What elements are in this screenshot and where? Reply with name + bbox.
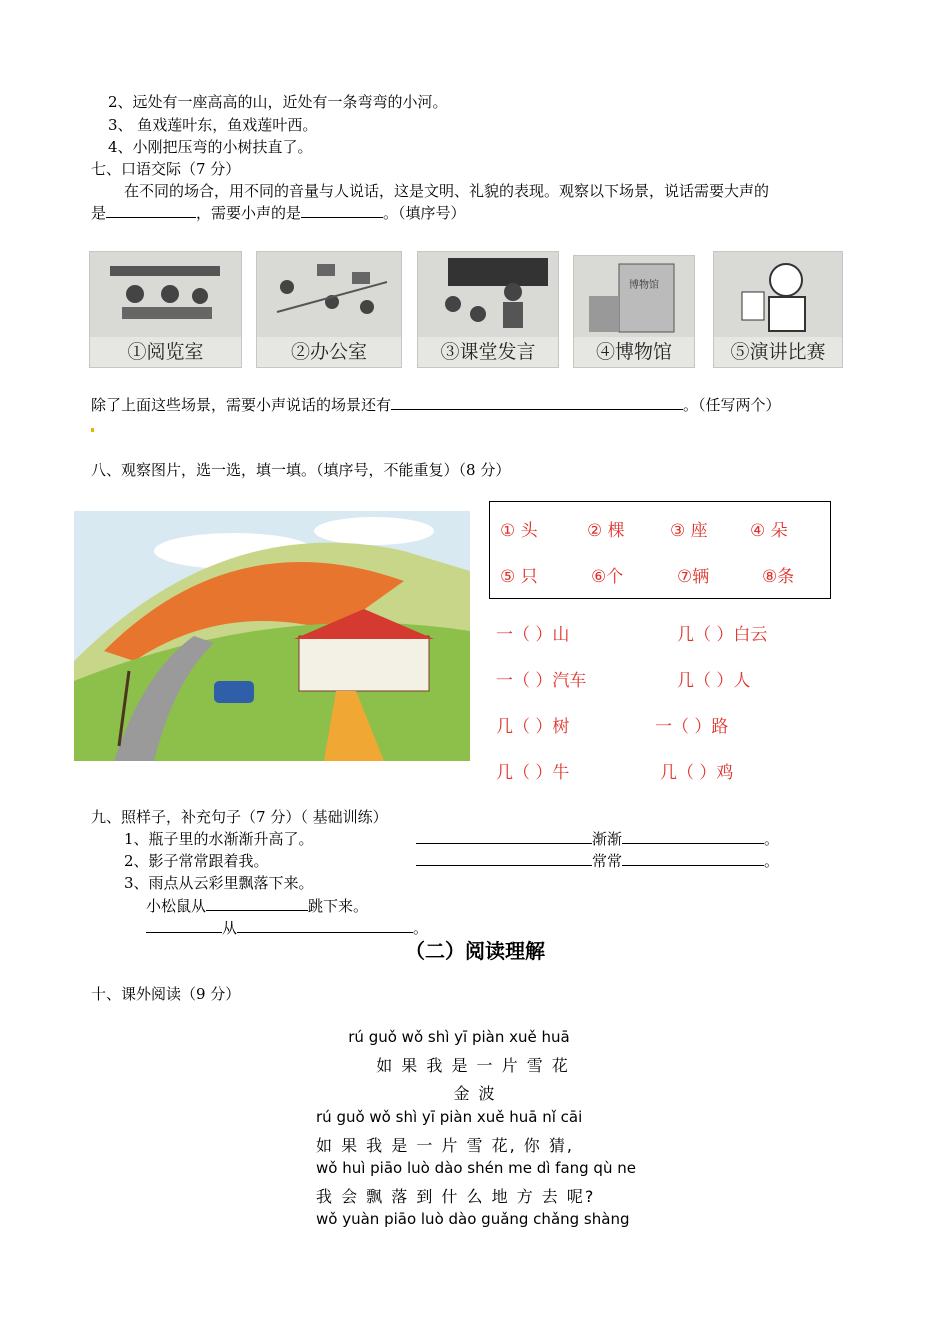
sentence-item-2: 2、远处有一座高高的山，近处有一条弯弯的小河。 (108, 93, 448, 111)
section9-item2: 2、影子常常跟着我。 (124, 852, 269, 870)
answer2-blank-a[interactable] (416, 851, 592, 866)
q-end: 。（填序号） (383, 204, 466, 222)
example-start: 小松鼠从 (146, 897, 207, 915)
answer3-word: 从 (222, 919, 238, 937)
answer3-end: 。 (413, 919, 429, 937)
poem-line1: 如 果 我 是 一 片 雪 花, 你 猜, (316, 1136, 574, 1155)
stray-mark (91, 428, 94, 432)
poem-line1-pinyin: rú guǒ wǒ shì yī piàn xuě huā nǐ cāi (316, 1108, 583, 1126)
classroom-illustration (418, 252, 558, 337)
answer1-blank-a[interactable] (416, 829, 592, 844)
extra-answer-blank[interactable] (391, 395, 683, 410)
option-3: ③ 座 (670, 521, 708, 541)
poem-author: 金 波 (453, 1084, 497, 1103)
blank-road[interactable]: 一（ ）路 (655, 717, 729, 737)
blank-car[interactable]: 一（ ）汽车 (496, 671, 587, 691)
answer3-blank-b[interactable] (237, 918, 413, 933)
option-7: ⑦辆 (677, 567, 710, 587)
extra-start: 除了上面这些场景，需要小声说话的场景还有 (91, 396, 392, 414)
section9-item3-answer (146, 918, 428, 938)
countryside-illustration (74, 511, 470, 761)
reading-room-illustration (90, 252, 241, 337)
museum-sign-label: 博物馆 (629, 280, 659, 291)
countryside-picture (74, 511, 470, 761)
blank-cows[interactable]: 几（ ）牛 (496, 763, 570, 783)
scene-office-image (256, 251, 402, 368)
scene-caption-3: ③课堂发言 (418, 337, 558, 367)
scene-caption-1: ①阅览室 (90, 337, 241, 367)
section9-answer2 (416, 851, 779, 871)
poem-title-pinyin: rú guǒ wǒ shì yī piàn xuě huā (348, 1028, 570, 1046)
poem-line2: 我 会 飘 落 到 什 么 地 方 去 呢? (316, 1187, 596, 1206)
q-mid: ，需要小声的是 (196, 204, 302, 222)
example-blank[interactable] (206, 896, 308, 911)
scene-classroom-image (417, 251, 559, 368)
q-start: 是 (91, 204, 107, 222)
blank-mountain[interactable]: 一（ ）山 (496, 625, 570, 645)
section9-item1: 1、瓶子里的水渐渐升高了。 (124, 830, 314, 848)
option-6: ⑥个 (591, 567, 624, 587)
poem-line2-pinyin: wǒ huì piāo luò dào shén me dì fang qù ne (316, 1159, 636, 1177)
scene-caption-5: ⑤演讲比赛 (714, 337, 842, 367)
quiet-answer-blank[interactable] (301, 203, 383, 218)
answer1-word: 渐渐 (592, 830, 623, 848)
section7-question (91, 203, 466, 223)
section9-item3: 3、雨点从云彩里飘落下来。 (124, 874, 314, 892)
office-illustration (257, 252, 401, 337)
reading-heading: （二）阅读理解 (405, 939, 545, 963)
scene-museum-image (573, 255, 695, 368)
option-5: ⑤ 只 (500, 567, 538, 587)
section7-title: 七、口语交际（7 分） (91, 160, 241, 178)
scene-speech-contest-image (713, 251, 843, 368)
blank-people[interactable]: 几（ ）人 (677, 671, 751, 691)
poem-title: 如 果 我 是 一 片 雪 花 (376, 1056, 570, 1075)
answer2-blank-b[interactable] (622, 851, 764, 866)
scene-reading-room-image (89, 251, 242, 368)
sentence-item-4: 4、小刚把压弯的小树扶直了。 (108, 138, 313, 156)
example-end: 跳下来。 (308, 897, 369, 915)
loud-answer-blank[interactable] (106, 203, 196, 218)
answer2-word: 常常 (592, 852, 623, 870)
section10-title: 十、课外阅读（9 分） (91, 985, 241, 1003)
option-8: ⑧条 (762, 567, 795, 587)
answer3-blank-a[interactable] (146, 918, 222, 933)
section7-intro: 在不同的场合，用不同的音量与人说话，这是文明、礼貌的表现。观察以下场景，说话需要大声的 (124, 182, 770, 200)
section9-answer1 (416, 829, 779, 849)
museum-illustration (574, 256, 694, 337)
sentence-item-3: 3、 鱼戏莲叶东，鱼戏莲叶西。 (108, 116, 318, 134)
section8-title: 八、观察图片，选一选，填一填。（填序号，不能重复）（8 分） (91, 461, 511, 479)
blank-chickens[interactable]: 几（ ）鸡 (660, 763, 734, 783)
blank-clouds[interactable]: 几（ ）白云 (677, 625, 768, 645)
poem-line3-pinyin: wǒ yuàn piāo luò dào guǎng chǎng shàng (316, 1210, 630, 1228)
scene-caption-2: ②办公室 (257, 337, 401, 367)
answer1-blank-b[interactable] (622, 829, 764, 844)
section7-extra-question (91, 395, 781, 415)
speech-illustration (714, 252, 842, 337)
section9-title: 九、照样子，补充句子（7 分）（ 基础训练） (91, 808, 388, 826)
scene-caption-4: ④博物馆 (574, 337, 694, 367)
answer2-end: 。 (764, 852, 780, 870)
option-4: ④ 朵 (750, 521, 788, 541)
section9-item3-example (146, 896, 368, 916)
extra-end: 。（任写两个） (683, 396, 781, 414)
option-2: ② 棵 (587, 521, 625, 541)
blank-trees[interactable]: 几（ ）树 (496, 717, 570, 737)
option-1: ① 头 (500, 521, 538, 541)
answer1-end: 。 (764, 830, 780, 848)
